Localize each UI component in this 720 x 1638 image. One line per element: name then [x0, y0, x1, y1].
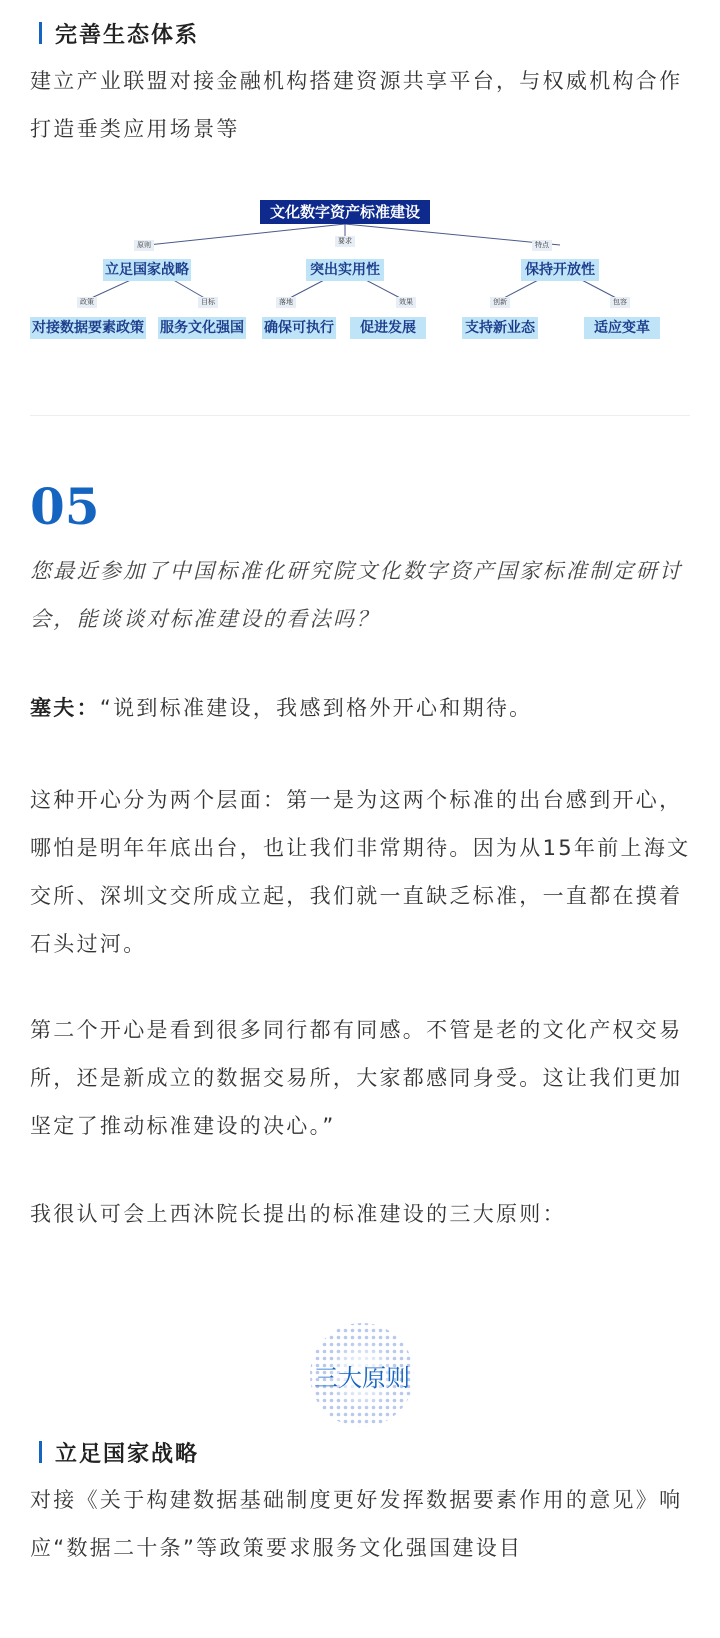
diagram-root-node: 文化数字资产标准建设	[260, 200, 430, 224]
branch-tag: 特点	[532, 240, 552, 251]
answer-text: “说到标准建设，我感到格外开心和期待。	[99, 696, 533, 720]
leaf-tag: 效果	[396, 297, 416, 308]
section-title: 完善生态体系	[55, 22, 200, 48]
section-title: 立足国家战略	[55, 1441, 200, 1467]
answer-paragraph-2: 这种开心分为两个层面：第一是为这两个标准的出台感到开心，哪怕是明年年底出台，也让我们非常期待。因为从15年前上海文交所、深圳文交所成立起，我们就一直缺乏标准，一直都在摸着石头过河。	[30, 788, 691, 956]
leaf-tag: 目标	[198, 297, 218, 308]
diagram-leaf-node: 服务文化强国	[158, 317, 246, 339]
answer-paragraph-3: 第二个开心是看到很多同行都有同感。不管是老的文化产权交易所，还是新成立的数据交易所，大家都感同身受。这让我们更加坚定了推动标准建设的决心。”	[30, 1018, 683, 1138]
leaf-tag: 创新	[490, 297, 510, 308]
branch-tag: 原则	[134, 240, 154, 251]
section-body: 建立产业联盟对接金融机构搭建资源共享平台，与权威机构合作打造垂类应用场景等	[30, 69, 683, 141]
section-header-strategy	[30, 1437, 199, 1467]
diagram-leaf-node: 支持新业态	[462, 317, 538, 339]
section-accent-bar	[39, 22, 42, 44]
leaf-tag: 包容	[610, 297, 630, 308]
speaker-name: 塞夫：	[30, 696, 100, 720]
section-accent-bar	[39, 1441, 42, 1463]
branch-tag: 要求	[335, 236, 355, 247]
diagram-leaf-node: 确保可执行	[262, 317, 336, 339]
leaf-tag: 政策	[77, 297, 97, 308]
principles-badge	[307, 1320, 417, 1430]
diagram-leaf-node: 对接数据要素政策	[30, 317, 146, 339]
diagram-branch-node: 保持开放性	[521, 259, 599, 281]
diagram-leaf-node: 促进发展	[350, 317, 426, 339]
diagram-branch-node: 立足国家战略	[103, 259, 191, 281]
badge-label: 三大原则	[314, 1363, 410, 1392]
standards-tree-diagram	[30, 200, 690, 360]
interview-question: 您最近参加了中国标准化研究院文化数字资产国家标准制定研讨会，能谈谈对标准建设的看法吗？	[30, 559, 683, 631]
section-body: 对接《关于构建数据基础制度更好发挥数据要素作用的意见》响应“数据二十条”等政策要求服务文化强国建设目	[30, 1488, 683, 1560]
answer-paragraph-1	[30, 684, 692, 732]
section-number: 05	[30, 477, 100, 536]
section-header-ecosystem	[30, 18, 199, 48]
diagram-branch-node: 突出实用性	[306, 259, 384, 281]
leaf-tag: 落地	[276, 297, 296, 308]
answer-paragraph-4: 我很认可会上西沐院长提出的标准建设的三大原则：	[30, 1202, 566, 1226]
section-divider	[30, 415, 690, 416]
diagram-leaf-node: 适应变革	[584, 317, 660, 339]
